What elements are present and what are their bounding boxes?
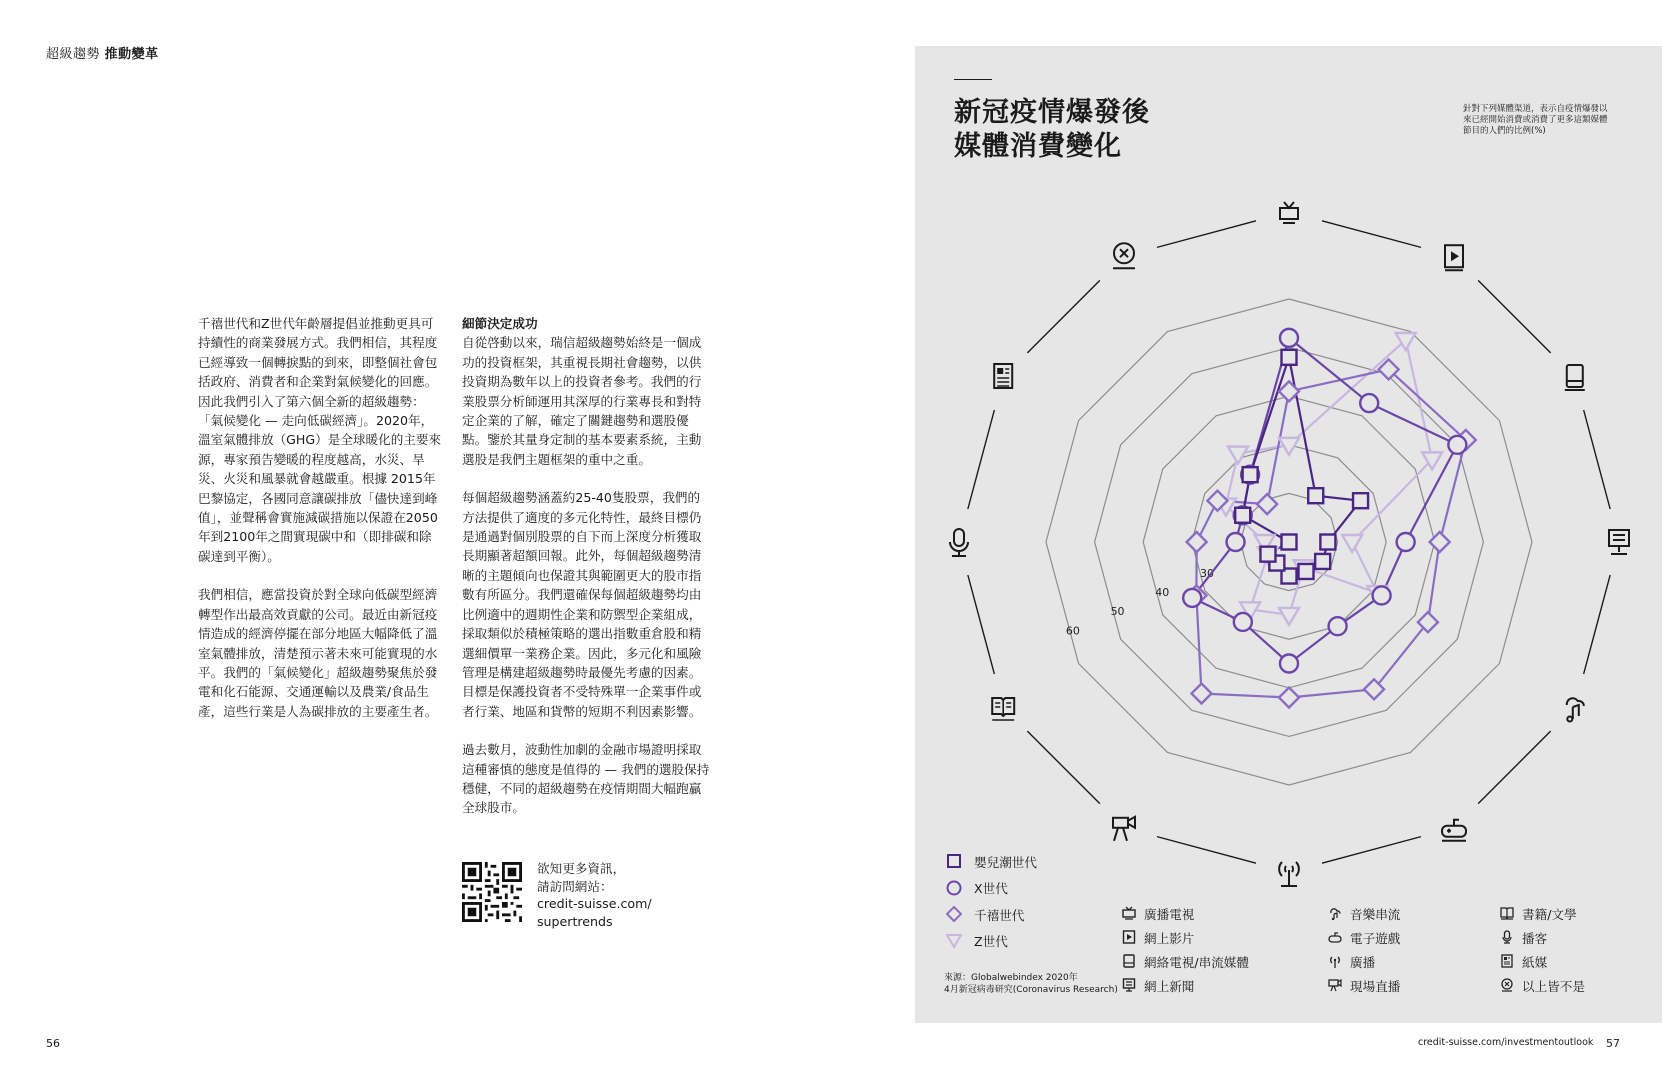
legend-label: Z世代 (974, 934, 1008, 950)
circle-marker (1280, 329, 1298, 347)
circle-marker (1227, 533, 1245, 551)
channel-key-label: 以上皆不是 (1522, 978, 1585, 994)
circle-marker (1183, 589, 1201, 607)
tv-icon (1280, 202, 1298, 223)
channel-key-col-3 (1500, 901, 1585, 997)
channel-key-item (1500, 925, 1585, 949)
radar-frame-segment (1584, 575, 1611, 674)
channel-key-label: 電子遊戲 (1350, 930, 1401, 946)
music-cloud-icon (1328, 906, 1342, 920)
footer-url[interactable]: credit-suisse.com/investmentoutlook (1418, 1037, 1594, 1048)
circle-marker (1360, 394, 1378, 412)
camera-icon (1113, 817, 1135, 841)
square-marker-icon (946, 853, 962, 869)
channel-key-item (1328, 901, 1400, 925)
gamepad-icon (1442, 820, 1466, 841)
radio-tower-icon (1279, 862, 1299, 886)
circle-marker (1397, 533, 1415, 551)
camera-icon (1328, 978, 1342, 992)
channel-key-label: 播客 (1522, 930, 1548, 946)
channel-key-item (1122, 901, 1249, 925)
channel-key-item (1500, 901, 1585, 925)
legend-label: X世代 (974, 881, 1008, 897)
radar-chart (915, 180, 1662, 920)
chart-title-line: 新冠疫情爆發後 (954, 97, 1150, 128)
paragraph: 我們相信，應當投資於對全球向低碳型經濟轉型作出最高效貢獻的公司。最近由新冠疫情造成的經濟停擺在部分地區大幅降低了溫室氣體排放，清楚預示著未來可能實現的水平。我們的「氣候變化」超級趨勢聚焦於發電和化石能源、交通運輸以及農業/食品生產，這些行業是人為碳排放的主要產生者。 (198, 587, 438, 719)
channel-key-item (1122, 973, 1249, 997)
streaming-device-icon (1122, 954, 1136, 968)
radar-frame-segment (1027, 731, 1099, 803)
channel-key-label: 音樂串流 (1350, 906, 1401, 922)
section-header (46, 43, 159, 62)
radar-frame-segment (968, 575, 995, 674)
book-icon (992, 698, 1014, 720)
diamond-marker-icon (946, 906, 962, 922)
channel-key-label: 網絡電視/串流媒體 (1144, 954, 1249, 970)
diamond-marker (1279, 688, 1299, 708)
qr-caption-link[interactable]: credit-suisse.com/ (537, 896, 652, 911)
channel-key-label: 現場直播 (1350, 978, 1401, 994)
text-column-1 (198, 314, 443, 740)
square-marker (1353, 493, 1368, 508)
channel-key-col-1 (1122, 901, 1249, 997)
channel-key-label: 網上新聞 (1144, 978, 1195, 994)
circle-marker (1280, 655, 1298, 673)
qr-caption-line: 請訪問網站： (537, 878, 613, 894)
microphone-icon (950, 529, 968, 556)
legend-item-boomers (946, 848, 1037, 875)
triangle-marker (1342, 535, 1362, 552)
qr-caption-link[interactable]: supertrends (537, 913, 613, 929)
tv-icon (1122, 906, 1136, 920)
newspaper-icon (994, 364, 1012, 388)
diamond-marker (1187, 532, 1207, 552)
page-number-right: 57 (1606, 1037, 1620, 1050)
square-marker (1260, 547, 1275, 562)
channel-key-item (1500, 973, 1585, 997)
radio-tower-icon (1328, 954, 1342, 968)
channel-key-item (1500, 949, 1585, 973)
chart-note: 針對下列媒體渠道，表示自疫情爆發以來已經開始消費或消費了更多這類媒體節目的人們的比例(%) (1463, 104, 1608, 136)
chart-title (954, 96, 1150, 164)
legend-label: 嬰兒潮世代 (974, 854, 1037, 870)
channel-key-label: 廣播電視 (1144, 906, 1195, 922)
ring-label: 40 (1155, 586, 1170, 600)
qr-caption (537, 860, 657, 930)
streaming-device-icon (1565, 365, 1585, 390)
paragraph: 自從啓動以來，瑞信超級趨勢始終是一個成功的投資框架，其重視長期社會趨勢，以供投資期為數年以上的投資者參考。我們的行業股票分析師運用其深厚的行業專長和對特定企業的了解，確定了關鍵趨勢和選股優點。鑒於其量身定制的基本要素系統，主動選股是我們主題框架的重中之重。 (462, 335, 702, 467)
title-rule (954, 79, 992, 80)
square-marker (1320, 535, 1335, 550)
radar-frame-segment (1584, 410, 1611, 509)
ring-label: 60 (1065, 624, 1080, 638)
channel-key-label: 書籍/文學 (1522, 906, 1577, 922)
square-marker (1243, 467, 1258, 482)
paragraph: 千禧世代和Z世代年齡層提倡並推動更具可持續性的商業發展方式。我們相信，其程度已經導致一個轉捩點的到來，即整個社會包括政府、消費者和企業對氣候變化的回應。因此我們引入了第六個全新的超級趨勢：「氣候變化 — 走向低碳經濟」。2020年，溫室氣體排放（GHG）是全球暖化的主要來源，專家預告變暖的程度越高，水災、旱災、火災和風暴就會越嚴重。根據 2015年巴黎協定，各國同意讓碳排放「儘快達到峰值」，並聲稱會實施減碳措施以保證在2050年到2100年之間實現碳中和（即排碳和除碳達到平衡）。 (198, 316, 442, 564)
source-line: 4月新冠病毒研究(Coronavirus Research) (944, 985, 1118, 995)
circle-marker (1234, 613, 1252, 631)
radar-frame-segment (1157, 221, 1256, 248)
square-marker (1282, 350, 1297, 365)
channel-key-item (1328, 973, 1400, 997)
channel-key-item (1122, 925, 1249, 949)
header-bold: 推動變革 (104, 47, 159, 62)
square-marker (1235, 508, 1250, 523)
square-marker (1299, 564, 1314, 579)
text-column-2 (462, 314, 712, 837)
channel-key-item (1122, 949, 1249, 973)
legend-item-genz (946, 928, 1037, 955)
legend (946, 848, 1037, 954)
music-cloud-icon (1567, 698, 1584, 721)
cancel-icon (1113, 243, 1135, 268)
diamond-marker (1192, 684, 1212, 704)
chart-title-line: 媒體消費變化 (954, 131, 1122, 162)
radar-frame-segment (968, 410, 995, 509)
paragraph: 過去數月，波動性加劇的金融市場證明採取這種審慎的態度是值得的 — 我們的選股保持穩健，不同的超級趨勢在疫情期間大幅跑贏全球股市。 (462, 742, 710, 816)
online-news-icon (1122, 978, 1136, 992)
gamepad-icon (1328, 930, 1342, 944)
circle-marker (1329, 617, 1347, 635)
online-news-icon (1609, 530, 1629, 554)
newspaper-icon (1500, 954, 1514, 968)
video-play-icon (1122, 930, 1136, 944)
channel-key-label: 紙媒 (1522, 954, 1548, 970)
paragraph: 每個超級趨勢涵蓋約25-40隻股票，我們的方法提供了適度的多元化特性，最終目標仍是通過對個別股票的自下而上深度分析獲取長期顯著超額回報。此外，每個超級趨勢清晰的主題傾向也保證其與範圍更大的股市指數有所區分。我們還確保每個超級趨勢均由比例適中的週期性企業和防禦型企業組成，採取類似於積極策略的選出指數重倉股和精選細價單一業務企業。因此，多元化和風險管理是構建超級趨勢時最優先考慮的因素。目標是保護投資者不受特殊單一企業事件或者行業、地區和貨幣的短期不利因素影響。 (462, 490, 702, 719)
ring-label: 50 (1110, 605, 1125, 619)
book-icon (1500, 906, 1514, 920)
microphone-icon (1500, 930, 1514, 944)
channel-key-item (1328, 925, 1400, 949)
page-number-left: 56 (46, 1037, 60, 1050)
square-marker (1308, 488, 1323, 503)
radar-frame-segment (1027, 280, 1099, 352)
circle-marker-icon (946, 880, 962, 896)
circle-marker (1373, 586, 1391, 604)
radar-frame-segment (1322, 221, 1421, 248)
cancel-icon (1500, 978, 1514, 992)
legend-item-genx (946, 875, 1037, 902)
video-play-icon (1445, 245, 1463, 270)
circle-marker (1448, 436, 1466, 454)
channel-key-label: 廣播 (1350, 954, 1376, 970)
channel-key-col-2 (1328, 901, 1400, 997)
square-marker (1282, 535, 1297, 550)
radar-frame-segment (1478, 731, 1550, 803)
triangle-marker-icon (946, 933, 962, 949)
channel-key-item (1328, 949, 1400, 973)
column-heading: 細節決定成功 (462, 316, 538, 331)
qr-code[interactable] (462, 862, 522, 922)
legend-label: 千禧世代 (974, 907, 1025, 923)
ring-label: 30 (1199, 567, 1214, 581)
triangle-marker (1279, 608, 1299, 625)
radar-frame-segment (1157, 837, 1256, 864)
header-prefix: 超級趨勢 (46, 47, 101, 62)
channel-key-label: 網上影片 (1144, 930, 1195, 946)
source-line: 來源：Globalwebindex 2020年 (944, 973, 1078, 983)
legend-item-millennials (946, 901, 1037, 928)
square-marker (1315, 554, 1330, 569)
chart-source (944, 972, 1118, 996)
radar-frame-segment (1322, 837, 1421, 864)
radar-frame-segment (1478, 280, 1550, 352)
triangle-marker (1228, 447, 1248, 464)
qr-caption-line: 欲知更多資訊， (537, 861, 626, 876)
